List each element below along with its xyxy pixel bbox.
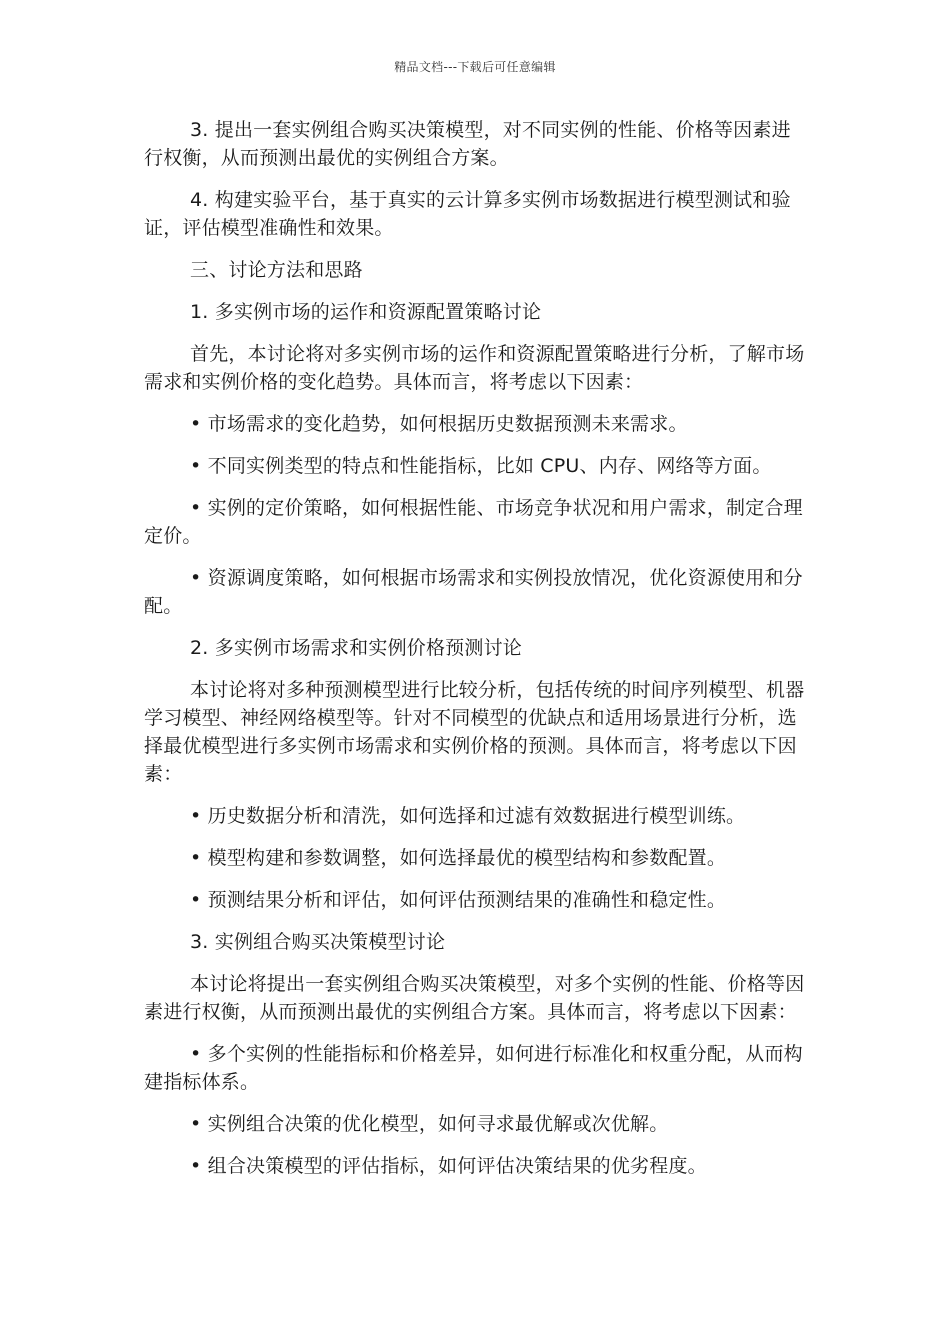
paragraph-intro-1: 首先，本讨论将对多实例市场的运作和资源配置策略进行分析，了解市场需求和实例价格的变化趋势。具体而言，将考虑以下因素：	[144, 343, 805, 393]
document-body	[144, 116, 808, 1194]
paragraph-goal-3: 3. 提出一套实例组合购买决策模型，对不同实例的性能、价格等因素进行权衡，从而预测出最优的实例组合方案。	[144, 119, 791, 169]
section-heading: 三、讨论方法和思路	[190, 259, 363, 281]
bullet-item: • 预测结果分析和评估，如何评估预测结果的准确性和稳定性。	[190, 889, 727, 911]
paragraph-intro-3: 本讨论将提出一套实例组合购买决策模型，对多个实例的性能、价格等因素进行权衡，从而预测出最优的实例组合方案。具体而言，将考虑以下因素：	[144, 973, 805, 1023]
bullet-item: • 组合决策模型的评估指标，如何评估决策结果的优劣程度。	[190, 1155, 707, 1177]
paragraph-intro-2: 本讨论将对多种预测模型进行比较分析，包括传统的时间序列模型、机器学习模型、神经网络模型等。针对不同模型的优缺点和适用场景进行分析，选择最优模型进行多实例市场需求和实例价格的预测。具体而言，将考虑以下因素：	[144, 679, 805, 785]
bullet-item: • 市场需求的变化趋势，如何根据历史数据预测未来需求。	[190, 413, 688, 435]
subsection-heading-1: 1. 多实例市场的运作和资源配置策略讨论	[190, 301, 542, 323]
bullet-item: • 历史数据分析和清洗，如何选择和过滤有效数据进行模型训练。	[190, 805, 746, 827]
bullet-item: • 不同实例类型的特点和性能指标，比如 CPU、内存、网络等方面。	[190, 455, 772, 477]
bullet-item: • 实例的定价策略，如何根据性能、市场竞争状况和用户需求，制定合理定价。	[144, 497, 803, 547]
bullet-item: • 资源调度策略，如何根据市场需求和实例投放情况，优化资源使用和分配。	[144, 567, 803, 617]
page-header: 精品文档---下载后可任意编辑	[394, 60, 556, 74]
bullet-item: • 多个实例的性能指标和价格差异，如何进行标准化和权重分配，从而构建指标体系。	[144, 1043, 803, 1093]
subsection-heading-3: 3. 实例组合购买决策模型讨论	[190, 931, 446, 953]
paragraph-goal-4: 4. 构建实验平台，基于真实的云计算多实例市场数据进行模型测试和验证，评估模型准确性和效果。	[144, 189, 791, 239]
subsection-heading-2: 2. 多实例市场需求和实例价格预测讨论	[190, 637, 522, 659]
bullet-item: • 模型构建和参数调整，如何选择最优的模型结构和参数配置。	[190, 847, 727, 869]
bullet-item: • 实例组合决策的优化模型，如何寻求最优解或次优解。	[190, 1113, 669, 1135]
